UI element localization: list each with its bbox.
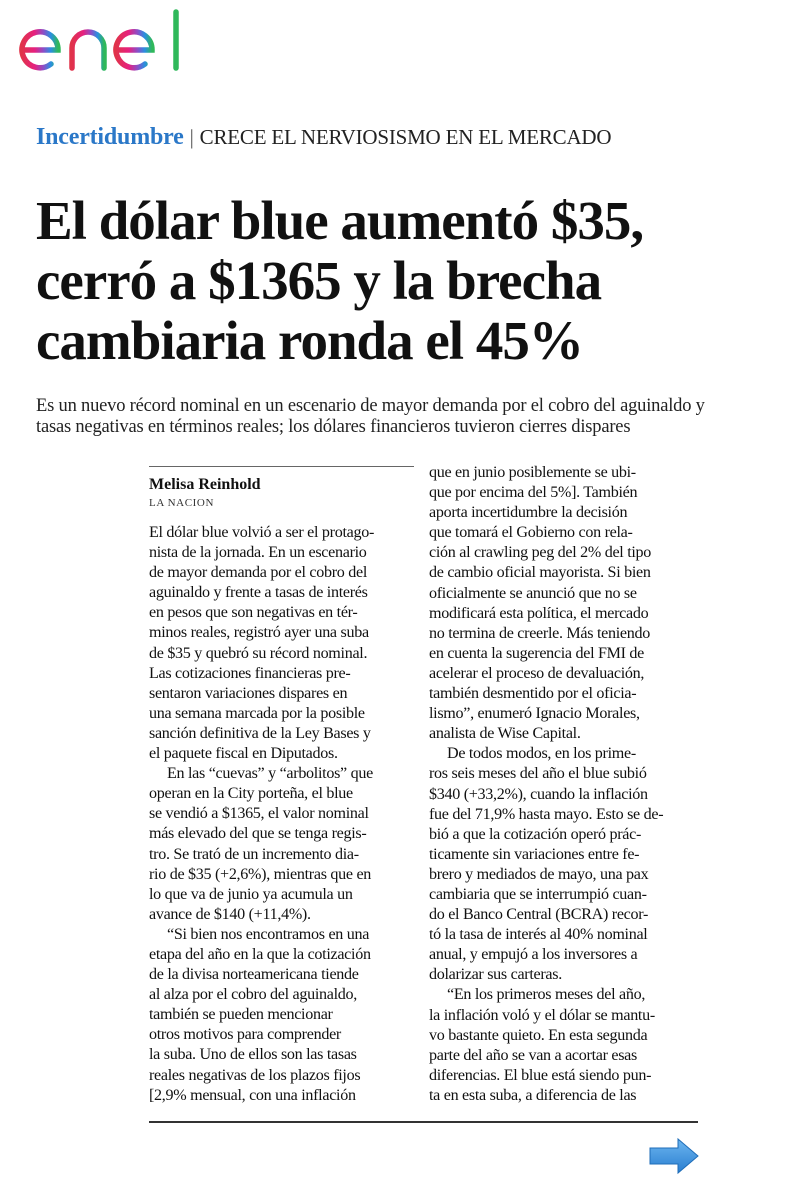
text-line: en cuenta la sugerencia del FMI de [429, 644, 645, 662]
text-line: Las cotizaciones financieras pre- [149, 664, 351, 682]
byline-author: Melisa Reinhold [149, 476, 261, 493]
text-line: aguinaldo y frente a tasas de interés [149, 584, 368, 602]
byline-divider [149, 466, 414, 467]
text-line: tro. Se trató de un incremento dia- [149, 845, 359, 863]
text-line: de la divisa norteamericana tiende [149, 966, 359, 984]
text-line: sentaron variaciones dispares en [149, 684, 348, 702]
text-line: reales negativas de los plazos fijos [149, 1066, 361, 1084]
article-column-1 [149, 523, 417, 1106]
enel-logo [18, 8, 198, 78]
deck-line: Es un nuevo récord nominal en un escenario de mayor demanda por el cobro del aguinaldo y [36, 396, 705, 416]
text-line: diferencias. El blue está siendo pun- [429, 1066, 652, 1084]
article-column-2 [429, 463, 699, 1106]
text-line: “Si bien nos encontramos en una [167, 925, 370, 943]
text-line: modificará esta política, el mercado [429, 604, 649, 622]
text-line: sanción definitiva de la Ley Bases y [149, 724, 371, 742]
deck [36, 396, 786, 438]
text-line: De todos modos, en los prime- [447, 745, 636, 763]
text-line: que en junio posiblemente se ubi- [429, 464, 636, 481]
text-line: de $35 y quebró su récord nominal. [149, 644, 368, 662]
text-line: en pesos que son negativas en tér- [149, 604, 358, 622]
text-line: otros motivos para comprender [149, 1026, 341, 1044]
text-line: fue del 71,9% hasta mayo. Esto se de- [429, 805, 664, 823]
text-line: minos reales, registró ayer una suba [149, 624, 369, 642]
text-line: En las “cuevas” y “arbolitos” que [167, 765, 373, 783]
text-line: nista de la jornada. En un escenario [149, 544, 367, 562]
text-line: el paquete fiscal en Diputados. [149, 745, 338, 763]
text-line: de mayor demanda por el cobro del [149, 564, 368, 582]
text-line: operan en la City porteña, el blue [149, 785, 353, 803]
text-line: acelerar el proceso de devaluación, [429, 664, 645, 682]
right-arrow-icon[interactable] [648, 1136, 700, 1176]
text-line: ción al crawling peg del 2% del tipo [429, 544, 652, 562]
text-line: lo que va de junio ya acumula un [149, 885, 353, 903]
headline-line: cerró a $1365 y la brecha [36, 250, 602, 311]
text-line: lismo”, enumeró Ignacio Morales, [429, 705, 640, 723]
text-line: que por encima del 5%]. También [429, 484, 638, 502]
text-line: rio de $35 (+2,6%), mientras que en [149, 865, 372, 883]
text-line: dolarizar sus carteras. [429, 966, 562, 984]
text-line: do el Banco Central (BCRA) recor- [429, 906, 649, 924]
text-line: se vendió a $1365, el valor nominal [149, 805, 369, 823]
headline-line: cambiaria ronda el 45% [36, 310, 583, 371]
text-line: al alza por el cobro del aguinaldo, [149, 986, 358, 1004]
text-line: la inflación voló y el dólar se mantu- [429, 1006, 655, 1024]
text-line: tó la tasa de interés al 40% nominal [429, 926, 648, 944]
text-line: una semana marcada por la posible [149, 704, 365, 722]
headline-line: El dólar blue aumentó $35, [36, 190, 644, 251]
deck-line: tasas negativas en términos reales; los dólares financieros tuvieron cierres dispares [36, 417, 631, 437]
kicker-subtitle: CRECE EL NERVIOSISMO EN EL MERCADO [199, 125, 612, 149]
text-line: ticamente sin variaciones entre fe- [429, 845, 640, 863]
text-line: más elevado del que se tenga regis- [149, 825, 367, 843]
text-line: oficialmente se anunció que no se [429, 584, 637, 602]
text-line: anual, y empujó a los inversores a [429, 946, 638, 964]
text-line: no termina de creerle. Más teniendo [429, 624, 650, 642]
text-line: la suba. Uno de ellos son las tasas [149, 1046, 357, 1064]
text-line: etapa del año en la que la cotización [149, 945, 371, 963]
text-line: parte del año se van a acortar esas [429, 1046, 637, 1064]
article-bottom-rule [149, 1121, 698, 1123]
text-line: bió a que la cotización operó prác- [429, 825, 642, 843]
byline-outlet: LA NACION [149, 497, 214, 509]
text-line: avance de $140 (+11,4%). [149, 905, 311, 923]
text-line: $340 (+33,2%), cuando la inflación [429, 785, 648, 803]
text-line: brero y mediados de mayo, una pax [429, 865, 649, 883]
text-line: aporta incertidumbre la decisión [429, 504, 628, 522]
section-label: Incertidumbre [36, 124, 184, 150]
text-line: [2,9% mensual, con una inflación [149, 1086, 356, 1104]
text-line: también se pueden mencionar [149, 1006, 333, 1024]
text-line: cambiaria que se interrumpió cuan- [429, 885, 647, 903]
text-line: ta en esta suba, a diferencia de las [429, 1086, 637, 1104]
headline [36, 191, 786, 371]
kicker-separator: | [189, 125, 194, 149]
kicker [36, 124, 776, 151]
text-line: El dólar blue volvió a ser el protago- [149, 524, 375, 541]
text-line: “En los primeros meses del año, [447, 986, 646, 1004]
text-line: que tomará el Gobierno con rela- [429, 524, 633, 542]
text-line: de cambio oficial mayorista. Si bien [429, 564, 651, 582]
text-line: ros seis meses del año el blue subió [429, 765, 647, 783]
text-line: analista de Wise Capital. [429, 725, 581, 743]
text-line: vo bastante quieto. En esta segunda [429, 1026, 648, 1044]
text-line: también desmentido por el oficia- [429, 685, 637, 703]
